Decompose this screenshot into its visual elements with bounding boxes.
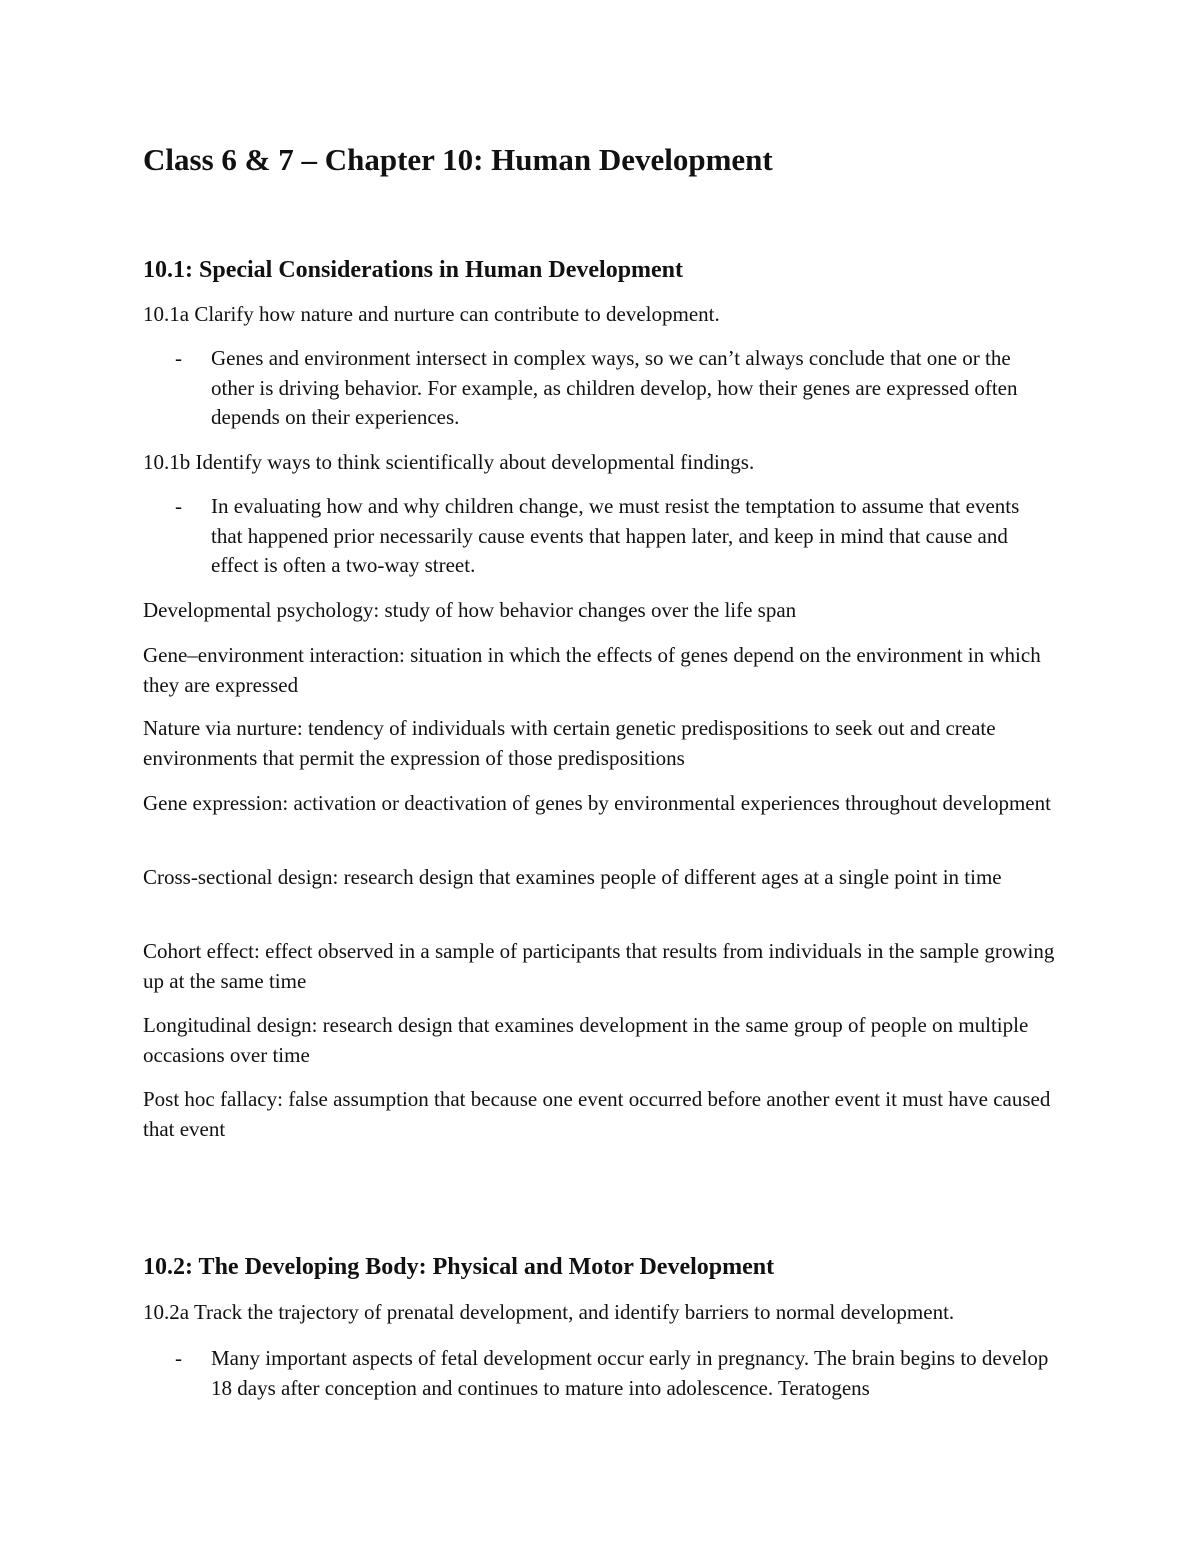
- bullet-dash: -: [175, 1346, 182, 1370]
- definition-cross-sectional-design: Cross-sectional design: research design that examines people of different ages at a single point in time: [143, 865, 1002, 889]
- bullet-10-1a: [175, 344, 1055, 433]
- bullet-dash: -: [175, 346, 182, 370]
- bullet-text: Genes and environment intersect in complex ways, so we can’t always conclude that one or the other is driving behavior. For example, as children develop, how their genes are expressed often depends on their experiences.: [211, 346, 1018, 429]
- bullet-10-1b: [175, 492, 1055, 581]
- bullet-text: Many important aspects of fetal development occur early in pregnancy. The brain begins to develop 18 days after conception and continues to mature into adolescence. Teratogens: [211, 1346, 1049, 1400]
- definition-gene-expression: Gene expression: activation or deactivation of genes by environmental experiences throughout development: [143, 791, 1051, 815]
- bullet-dash: -: [175, 494, 182, 518]
- definition-gene-environment-interaction: Gene–environment interaction: situation in which the effects of genes depend on the environment in which they are expressed: [143, 643, 1041, 697]
- document-title: Class 6 & 7 – Chapter 10: Human Development: [143, 142, 773, 177]
- objective-10-2a: 10.2a Track the trajectory of prenatal development, and identify barriers to normal development.: [143, 1300, 955, 1324]
- bullet-10-2a: [175, 1344, 1055, 1403]
- bullet-text: In evaluating how and why children change, we must resist the temptation to assume that events that happened prior necessarily cause events that happen later, and keep in mind that cause and effect is often a two-way street.: [211, 494, 1020, 577]
- definition-cohort-effect: Cohort effect: effect observed in a sample of participants that results from individuals in the sample growing up at the same time: [143, 939, 1055, 993]
- definition-developmental-psychology: Developmental psychology: study of how behavior changes over the life span: [143, 598, 797, 622]
- objective-10-1b: 10.1b Identify ways to think scientifically about developmental findings.: [143, 450, 755, 474]
- section-heading-10-1: 10.1: Special Considerations in Human Development: [143, 257, 684, 283]
- definition-post-hoc-fallacy: Post hoc fallacy: false assumption that because one event occurred before another event it must have caused that event: [143, 1087, 1051, 1141]
- definition-longitudinal-design: Longitudinal design: research design that examines development in the same group of people on multiple occasions over time: [143, 1013, 1029, 1067]
- objective-10-1a: 10.1a Clarify how nature and nurture can contribute to development.: [143, 302, 720, 326]
- section-heading-10-2: 10.2: The Developing Body: Physical and Motor Development: [143, 1254, 775, 1280]
- definition-nature-via-nurture: Nature via nurture: tendency of individuals with certain genetic predispositions to seek out and create environments that permit the expression of those predispositions: [143, 716, 996, 770]
